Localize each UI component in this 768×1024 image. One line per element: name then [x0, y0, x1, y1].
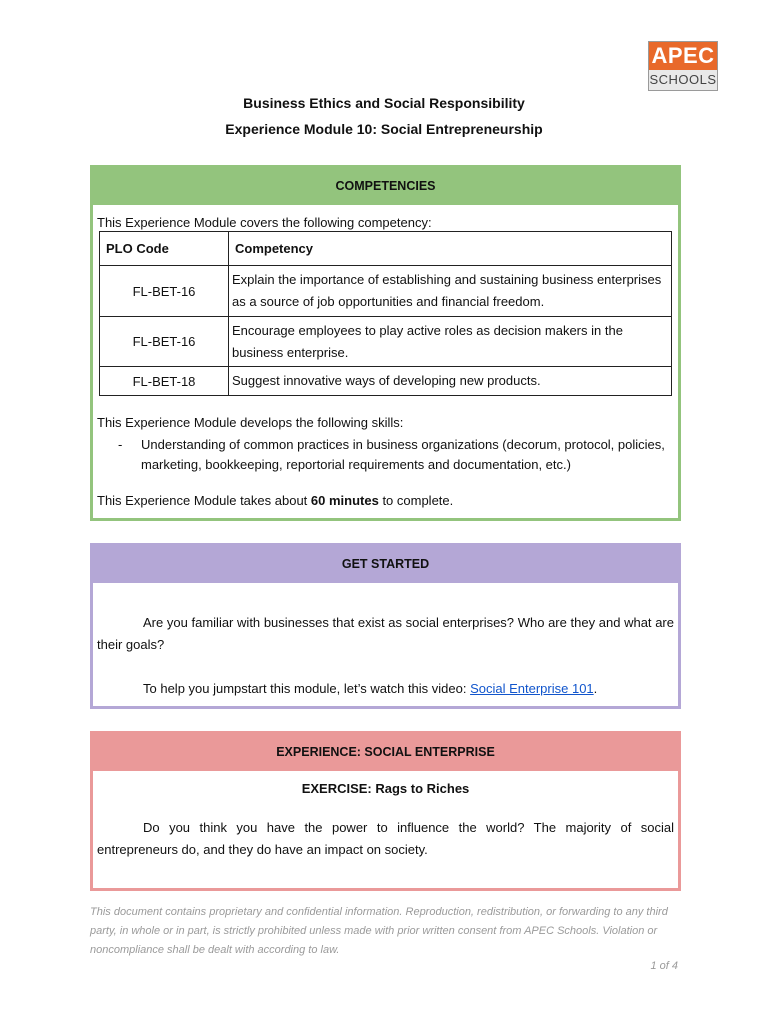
- get-started-section: [90, 543, 681, 709]
- competency-header: Competency: [229, 232, 672, 266]
- duration-before: This Experience Module takes about: [97, 493, 311, 508]
- skills-list-item: [118, 435, 671, 475]
- plo-code-header: PLO Code: [100, 232, 229, 266]
- course-title: Business Ethics and Social Responsibility: [243, 95, 525, 111]
- skill-text: Understanding of common practices in business organizations (decorum, protocol, policies, marketing, bookkeeping, reportorial requirements and documentation, etc.): [141, 437, 665, 472]
- table-row: [100, 367, 672, 396]
- table-row: [100, 266, 672, 317]
- table-row: [100, 317, 672, 367]
- competency-cell: Encourage employees to play active roles as decision makers in the business enterprise.: [229, 317, 672, 367]
- confidentiality-notice: This document contains proprietary and confidential information. Reproduction, redistribution, or forwarding to any third party, in whole or in part, is strictly prohibited unless made with prior written consent from APEC Schools. Violation or noncompliance shall be dealt with according to law.: [90, 906, 668, 956]
- experience-paragraph: Do you think you have the power to influence the world? The majority of social entrepreneurs do, and they do have an impact on society.: [97, 820, 674, 857]
- module-title: Experience Module 10: Social Entrepreneurship: [225, 121, 543, 137]
- skills-intro: This Experience Module develops the following skills:: [97, 415, 404, 430]
- logo-subtitle: SCHOOLS: [649, 70, 717, 90]
- competency-cell: Explain the importance of establishing and sustaining business enterprises as a source of job opportunities and financial freedom.: [229, 266, 672, 317]
- experience-section: [90, 731, 681, 891]
- plo-table-header-row: [100, 232, 672, 266]
- exercise-title: EXERCISE: Rags to Riches: [301, 781, 470, 796]
- video-prompt-end: .: [593, 681, 598, 696]
- get-started-header: GET STARTED: [93, 546, 678, 583]
- page-number: 1 of 4: [650, 960, 678, 972]
- plo-code-cell: FL-BET-16: [100, 317, 229, 367]
- plo-table: [99, 231, 672, 396]
- apec-schools-logo: [648, 41, 718, 91]
- get-started-question: Are you familiar with businesses that exist as social enterprises? Who are they and what are their goals?: [97, 615, 674, 652]
- social-enterprise-101-link[interactable]: Social Enterprise 101: [470, 681, 594, 696]
- competency-cell: Suggest innovative ways of developing new products.: [229, 367, 672, 396]
- experience-header: EXPERIENCE: SOCIAL ENTERPRISE: [93, 734, 678, 771]
- video-prompt: [97, 678, 674, 700]
- bullet-dash: -: [118, 437, 123, 452]
- plo-code-cell: FL-BET-18: [100, 367, 229, 396]
- competencies-intro: This Experience Module covers the following competency:: [97, 215, 432, 230]
- plo-code-cell: FL-BET-16: [100, 266, 229, 317]
- competencies-header: COMPETENCIES: [93, 168, 678, 205]
- video-prompt-text: To help you jumpstart this module, let’s watch this video:: [143, 681, 471, 696]
- competencies-section: [90, 165, 681, 521]
- duration-text: [97, 493, 453, 508]
- duration-value: 60 minutes: [310, 493, 379, 508]
- duration-after: to complete.: [378, 493, 454, 508]
- logo-wordmark: APEC: [649, 42, 717, 70]
